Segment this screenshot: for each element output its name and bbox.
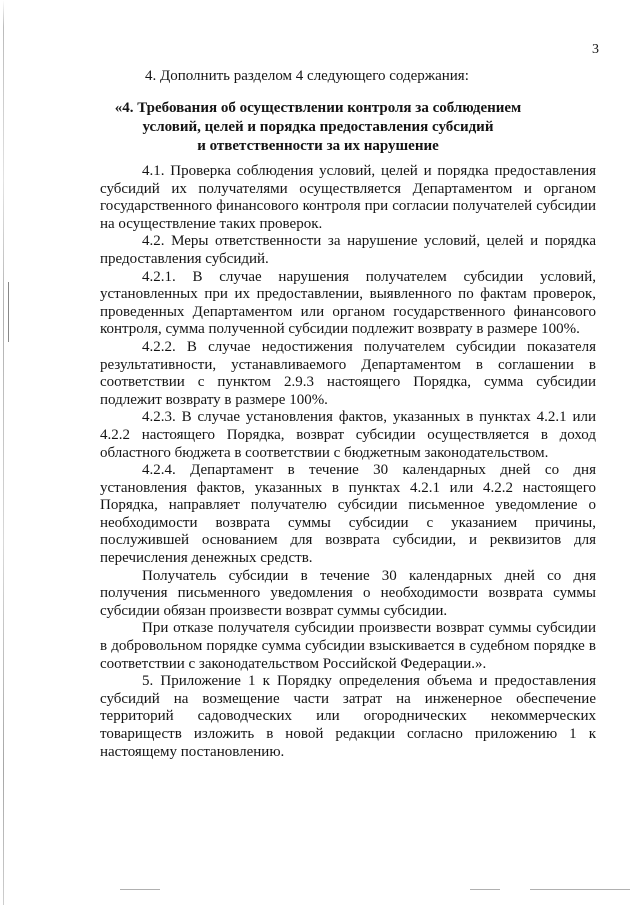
paragraph-4-1: 4.1. Проверка соблюдения условий, целей и порядка предоставления субсидий их получателями осуществляется Департаментом и органом государственного финансового контроля при согласии получателей субсидии на осуществление таких проверок. xyxy=(100,163,596,232)
section-heading xyxy=(98,99,538,156)
scan-noise xyxy=(120,889,160,890)
paragraph-4-2-3: 4.2.3. В случае установления фактов, указанных в пунктах 4.2.1 или 4.2.2 настоящего Порядка, возврат субсидии осуществляется в доход областного бюджета в соответствии с бюджетным законодательством. xyxy=(100,409,596,461)
heading-line-2: условий, целей и порядка предоставления субсидий xyxy=(142,119,494,135)
scan-noise xyxy=(470,889,500,890)
paragraph-4-2-4: 4.2.4. Департамент в течение 30 календарных дней со дня установления фактов, указанных в пунктах 4.2.1 или 4.2.2 настоящего Порядка, направляет получателю субсидии письменное уведомление о необходимости возврата суммы субсидии с указанием причины, послужившей основанием для возврата субсидии, и реквизитов для перечисления денежных средств. xyxy=(100,462,596,567)
intro-line: 4. Дополнить разделом 4 следующего содержания: xyxy=(145,68,469,84)
heading-line-1: «4. Требования об осуществлении контроля за соблюдением xyxy=(114,100,522,116)
heading-line-3: и ответственности за их нарушение xyxy=(197,138,439,154)
paragraph-4-2: 4.2. Меры ответственности за нарушение условий, целей и порядка предоставления субсидий. xyxy=(100,233,596,267)
page-number: 3 xyxy=(592,42,599,57)
body-text xyxy=(100,163,596,761)
scan-edge-mark xyxy=(8,282,9,342)
paragraph-5: 5. Приложение 1 к Порядку определения объема и предоставления субсидий на возмещение части затрат на инженерное обеспечение территорий садоводческих или огороднических некоммерческих товариществ изложить в новой редакции согласно приложению 1 к настоящему постановлению. xyxy=(100,673,596,760)
paragraph-recipient: Получатель субсидии в течение 30 календарных дней со дня получения письменного уведомления о необходимости возврата суммы субсидии обязан произвести возврат суммы субсидии. xyxy=(100,567,596,619)
paragraph-4-2-1: 4.2.1. В случае нарушения получателем субсидии условий, установленных при их предоставлении, выявленного по фактам проверок, проведенных Департаментом или органом государственного финансового контроля, сумма полученной субсидии подлежит возврату в размере 100%. xyxy=(100,268,596,338)
paragraph-4-2-2: 4.2.2. В случае недостижения получателем субсидии показателя результативности, устанавливаемого Департаментом в соглашении в соответствии с пунктом 2.9.3 настоящего Порядка, сумма субсидии подлежит возврату в размере 100%. xyxy=(100,338,596,408)
scan-edge-line xyxy=(3,0,4,905)
scan-noise xyxy=(530,889,630,890)
paragraph-refusal: При отказе получателя субсидии произвести возврат суммы субсидии в добровольном порядке сумма субсидии взыскивается в судебном порядке в соответствии с законодательством Российской Федерации.». xyxy=(100,620,596,672)
